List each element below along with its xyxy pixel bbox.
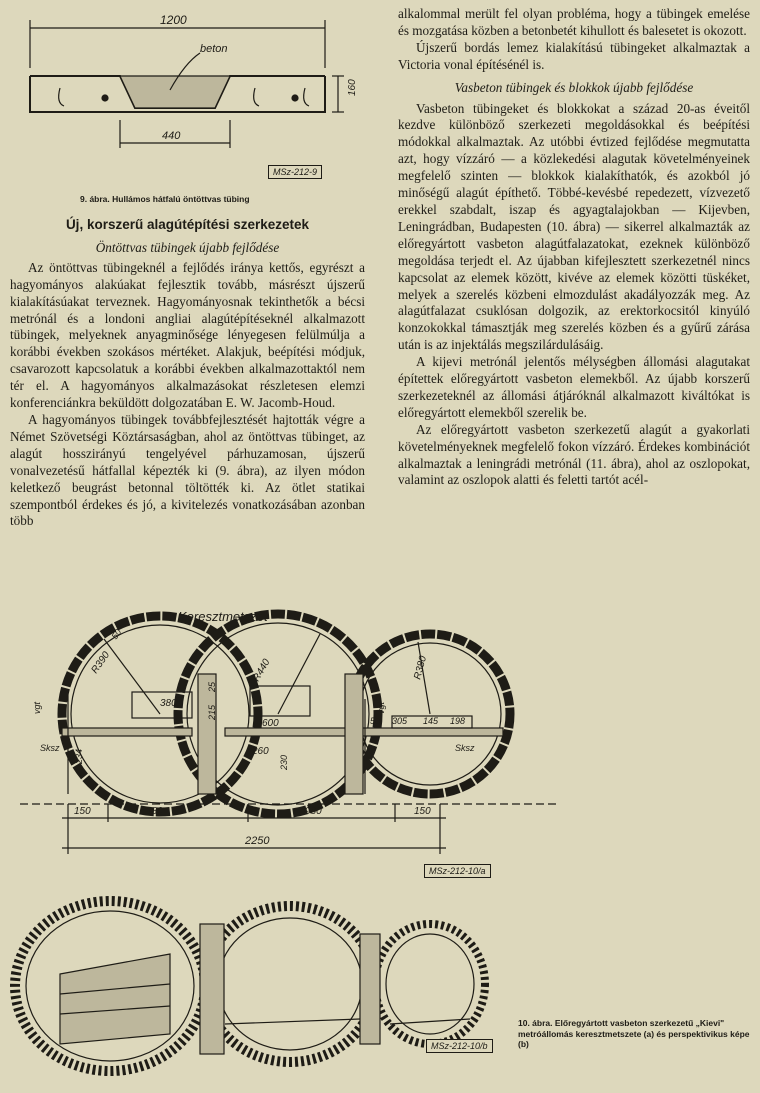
figure-10b-perspective [0,884,510,1088]
paragraph: Az öntöttvas tübingeknél a fejlődés iránya kettős, egyrészt a hagyományos alakúakat fejlesztik tovább, másrészt újszerű kialakításúakat terveznek. Hagyományosnak tekinthetők a bécsi metrónál és a londoni angliai alagútépítéseknél alkalmazott tübingek, melyeknek anyagminősége lényegesen felülmúlja a korábbi években szokásos mértéket. Alakjuk, beépítési módjuk, csavarozott kapcsolatuk a korábbi években alkalmazottaktól nem tér el. A hagyományos alkalmazásokat részletesen elemzi konferenciánkra beküldött dolgozatában E. W. Jacomb-Houd. [10,259,365,411]
fig10-dim-50a: 50 [109,627,124,642]
fig10-dim-234: 234 [74,748,84,764]
fig10-dim-150b: 150 [414,806,431,817]
figure-10b-drawing [0,884,510,1088]
fig9-stamp: MSz-212-9 [268,165,322,179]
fig10-dim-r440: R440 [251,657,273,684]
fig10-dim-50b: 50 [370,716,381,726]
paragraph: Vasbeton tübingeket és blokkokat a század 20-as éveitől kezdve különböző szerkezeti megoldásokkal és beépítési módokkal alkalmaztak. Az utóbbi évtized fejlődése megmutatta azt, hogy vízzáró — a közlekedési alagutak követelményeinek megfelelő szinten — blokkok kialakíthatók, és azokból jó minőségű alagút építhető. Többé-kevésbé repedezett, vízvezető erekkel szabdalt, iszap és agyagtalajokban — Kijevben, Leningrádban, Budapesten (10. ábra) — sikerrel alkalmazták az előregyártott vasbeton alagútfalazatokat, ezeknek különböző megoldása terjedt el. Az újabban kifejlesztett szerkezetnél nincs kapcsolat az elemek között, kivéve az elemek közötti tüskéket, melyek a szerelés közbeni elmozdulást akadályozzák meg. Az alagútfalazat csuklósan dolgozik, az erektorkocsitól kinyúló konzokokkal támasztják meg szerelés közben és a gyűrű zárása után is az injektálás megszilárdulásáig. [398,100,750,353]
fig10-sksz-right: Sksz [455,743,475,753]
paragraph: Újszerű bordás lemez kialakítású tübingeket alkalmaztak a Victoria vonal építésénél is. [398,39,750,72]
fig10-vgt-left: vgt [32,701,42,714]
paragraph: alkalommal merült fel olyan probléma, hogy a tübingek emelése és mozgatása közben a betonbetét kihullott és balesetet is okozott. [398,6,750,38]
fig10-dim-600: 600 [262,718,279,729]
fig10b-stamp: MSz-212-10/b [426,1039,493,1053]
fig9-dim-bottom: 440 [162,130,181,142]
fig10-dim-25: 25 [207,681,217,692]
fig10-dim-150a: 150 [74,806,91,817]
paragraph: A kijevi metrónál jelentős mélységben állomási alagutakat építettek előregyártott vasbeton elemekből. Az újabb korszerű szerkezeteknél az állomási átjáróknál alkalmazott kiváltókat is előregyártott elemekből szerelik be. [398,354,750,420]
section-subtitle-cast-iron: Öntöttvas tübingek újabb fejlődése [95,239,280,255]
fig10-dim-2250: 2250 [245,835,270,847]
paragraph: A hagyományos tübingek továbbfejlesztését hajtották végre a Német Szövetségi Köztársaságban, ahol az öntöttvas tübinget, az alagút hosszirányú tengelyével párhuzamosan, újszerű vonalvezetésű hátfallal képezték ki (9. ábra), az ilyen módon keletkező beugrást betonnal töltötték ki. Az ötlet statikai szempontból érdekes és jó, a kivitelezés vonatkozásában azonban több [10,411,365,529]
fig9-dim-height: 160 [347,79,358,96]
paragraph: Az előregyártott vasbeton szerkezetű alagút a gyakorlati követelményeknek megfelelő fokon vízzáró. Érdekes kombinációt alkalmaztak a leningrádi metrónál (11. ábra), ahol az oszlopokat, valamint az oszlopok alatti és feletti tartót acél- [398,421,750,488]
fig10-dim-215: 215 [207,704,217,720]
fig10-dim-980b: 980 [305,806,322,817]
figure-10a-drawing [0,604,760,884]
fig9-dim-width: 1200 [160,13,187,27]
left-column [10,217,365,530]
fig10-caption: 10. ábra. Előregyártott vasbeton szerkezetű „Kievi" metróállomás keresztmetszete (a) és perspektivikus képe (b) [518,1018,750,1049]
fig10-dim-380: 380 [160,698,177,709]
fig10-dim-r390: R390 [89,649,113,676]
section-subtitle-concrete: Vasbeton tübingek és blokkok újabb fejlődése [454,79,694,95]
fig10-sksz-left: Sksz [40,743,60,753]
figure-10a-cross-section [0,604,760,884]
fig10a-stamp: MSz-212-10/a [424,864,491,878]
section-title: Új, korszerű alagútépítési szerkezetek [65,217,310,232]
fig10-dim-305: 305 [392,716,408,726]
fig10-dim-260: 260 [252,746,269,757]
right-column [398,6,750,489]
figure-9 [20,8,365,193]
fig10-vgt-right: vgt [376,701,386,714]
fig9-caption: 9. ábra. Hullámos hátfalú öntöttvas tübing [80,194,250,204]
fig10-dim-230: 230 [279,754,289,770]
fig10-dim-980a: 980 [146,806,163,817]
fig10-dim-r380: R380 [412,654,430,681]
fig9-label-beton: beton [200,43,228,55]
fig10-title: Keresztmetszet [178,609,268,624]
fig10-dim-145: 145 [423,716,439,726]
fig10-dim-198: 198 [450,716,466,726]
